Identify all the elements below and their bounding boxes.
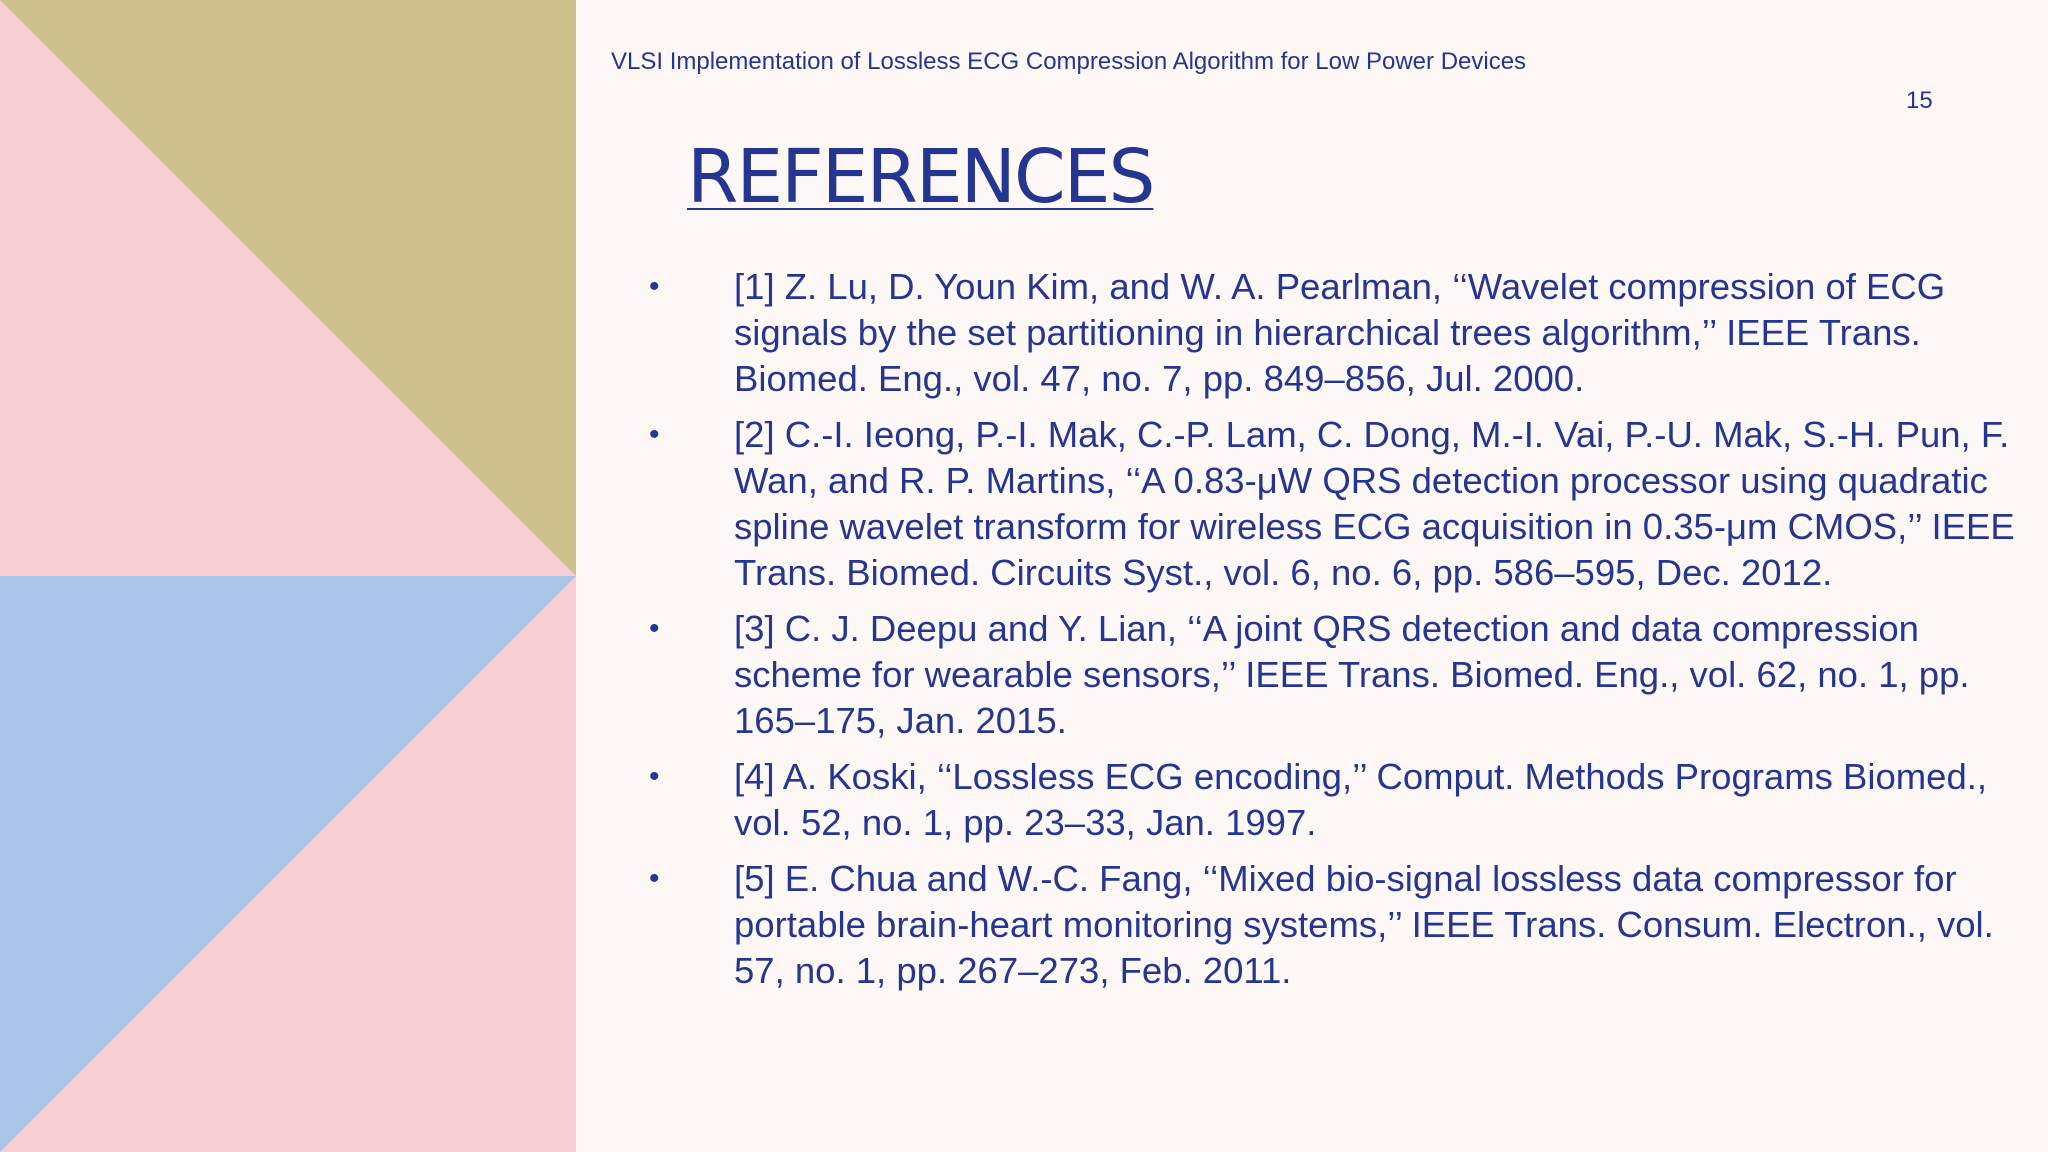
reference-item — [649, 856, 2039, 994]
bullet-icon: • — [649, 418, 660, 451]
reference-item — [649, 264, 2039, 402]
reference-text: [3] C. J. Deepu and Y. Lian, ‘‘A joint QRS detection and data compression scheme for wearable sensors,’’ IEEE Trans. Biomed. Eng., vol. 62, no. 1, pp. 165–175, Jan. 2015. — [734, 608, 1970, 741]
reference-text: [2] C.-I. Ieong, P.-I. Mak, C.-P. Lam, C. Dong, M.-I. Vai, P.-U. Mak, S.-H. Pun, F. Wan, and R. P. Martins, ‘‘A 0.83-μW QRS detection processor using quadratic spline wavelet transform for wireless ECG acquisition in 0.35-μm CMOS,’’ IEEE Trans. Biomed. Circuits Syst., vol. 6, no. 6, pp. 586–595, Dec. 2012. — [734, 414, 2015, 593]
slide-content — [576, 0, 2048, 1152]
reference-text: [5] E. Chua and W.-C. Fang, ‘‘Mixed bio-signal lossless data compressor for portable brain-heart monitoring systems,’’ IEEE Trans. Consum. Electron., vol. 57, no. 1, pp. 267–273, Feb. 2011. — [734, 858, 1994, 991]
reference-text: [4] A. Koski, ‘‘Lossless ECG encoding,’’ Comput. Methods Programs Biomed., vol. 52, no. 1, pp. 23–33, Jan. 1997. — [734, 756, 1988, 843]
decorative-triangles — [0, 0, 576, 1152]
reference-item — [649, 412, 2039, 596]
bullet-icon: • — [649, 862, 660, 895]
reference-item — [649, 606, 2039, 744]
slide-title: REFERENCES — [687, 134, 1154, 220]
bullet-icon: • — [649, 270, 660, 303]
references-list — [649, 264, 2039, 1004]
reference-item — [649, 754, 2039, 846]
slide-header: VLSI Implementation of Lossless ECG Compression Algorithm for Low Power Devices — [611, 48, 1527, 75]
bullet-icon: • — [649, 760, 660, 793]
reference-text: [1] Z. Lu, D. Youn Kim, and W. A. Pearlman, ‘‘Wavelet compression of ECG signals by the set partitioning in hierarchical trees algorithm,’’ IEEE Trans. Biomed. Eng., vol. 47, no. 7, pp. 849–856, Jul. 2000. — [734, 266, 1946, 399]
bullet-icon: • — [649, 612, 660, 645]
page-number: 15 — [1906, 87, 1933, 114]
